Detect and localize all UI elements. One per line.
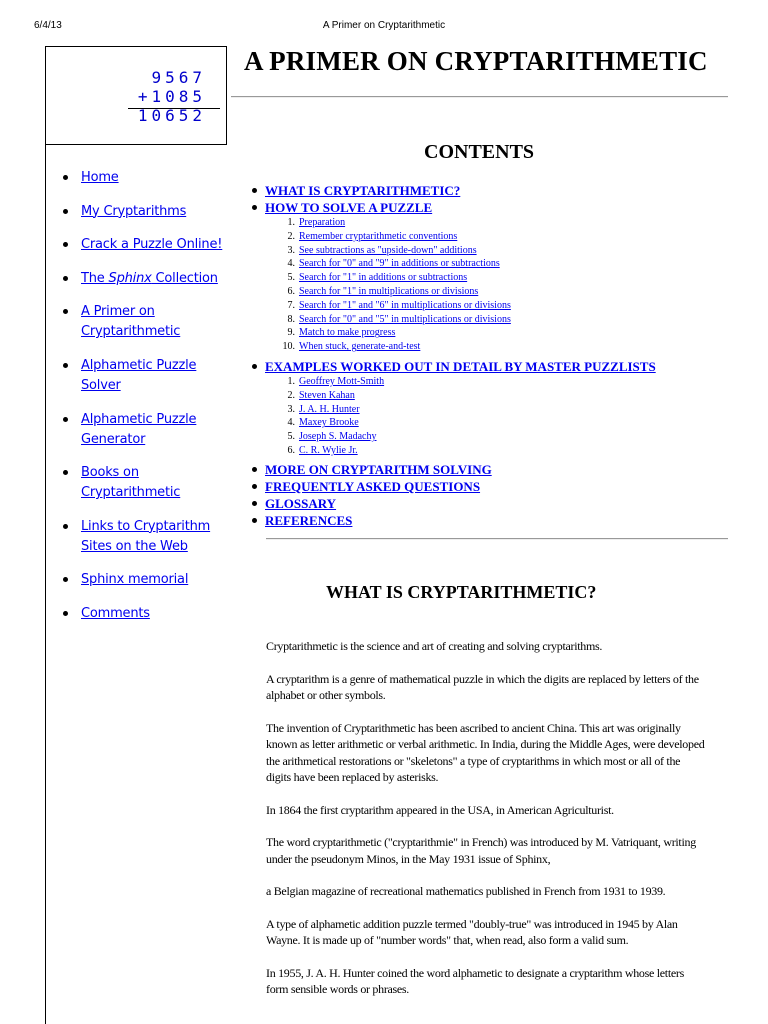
paragraph: A cryptarithm is a genre of mathematical puzzle in which the digits are replaced by letters of the alphabet or other symbols. [266,671,699,702]
toc-item [250,358,656,458]
puzzlist-link[interactable]: J. A. H. Hunter [299,403,360,415]
logo-line-2: +1085 [137,87,206,106]
paragraph: The invention of Cryptarithmetic has been ascribed to ancient China. This art was originally known as letter arithmetic or verbal arithmetic. In India, during the Middle Ages, were developed the arithmetical restorations or "skeletons" a type of cryptarithms in which most or all of the digits have been replaced by asterisks. [266,720,705,784]
sidebar-link-links[interactable]: Links to Cryptarithm Sites on the Web [81,518,211,554]
sidebar-item-my-cryptarithms [60,202,230,222]
table-of-contents [250,182,656,529]
sidebar-link-sphinx-collection[interactable] [81,271,218,286]
puzzlist-link[interactable]: Steven Kahan [299,389,355,401]
toc-item [250,478,656,495]
puzzlist-item: 6. C. R. Wylie Jr. [287,444,358,456]
sidebar-item-books [60,463,230,503]
solve-step: 4. Search for "0" and "9" in additions or subtractions [287,258,500,270]
logo-box [45,46,227,145]
puzzlist-item: 2. Steven Kahan [287,389,355,401]
sidebar-link-crack-puzzle[interactable]: Crack a Puzzle Online! [81,237,223,253]
solve-step: 1. Preparation [287,217,346,228]
logo-line-3: 10652 [137,106,206,125]
toc-item [250,461,656,478]
print-title: A Primer on Cryptarithmetic [322,20,446,31]
section-divider [266,538,728,540]
toc-item [250,495,656,512]
solve-step: 9. Match to make progress [287,327,396,339]
sidebar-link-primer[interactable]: A Primer on Cryptarithmetic [81,304,181,340]
sidebar-link-my-cryptarithms[interactable]: My Cryptarithms [81,203,187,219]
solve-step: 10. When stuck, generate-and-test [282,341,421,353]
solve-step-link[interactable]: When stuck, generate-and-test [299,341,421,353]
solve-step: 5. Search for "1" in additions or subtractions [287,272,468,284]
print-header [0,0,768,31]
toc-item [250,182,656,199]
solve-step-link[interactable]: Match to make progress [299,327,396,339]
puzzlist-item: 5. Joseph S. Madachy [287,431,377,443]
toc-item [250,199,656,354]
toc-link-examples[interactable]: EXAMPLES WORKED OUT IN DETAIL BY MASTER PUZZLISTS [265,358,656,374]
contents-heading: CONTENTS [424,141,535,163]
toc-link-references[interactable]: REFERENCES [265,512,353,528]
sidebar-nav [60,168,230,638]
sidebar-item-crack-puzzle [60,235,230,255]
puzzlist-item: 3. J. A. H. Hunter [287,403,360,415]
solve-step-link[interactable]: Search for "1" in multiplications or divisions [299,285,479,297]
solve-step-link[interactable]: Search for "1" in additions or subtractions [299,272,468,284]
solve-step-link[interactable]: Search for "1" and "6" in multiplications or divisions [299,299,511,311]
sidebar-border [45,145,46,1024]
solve-step: 8. Search for "0" and "5" in multiplications or divisions [287,313,511,325]
logo-line-1: 9567 [151,68,206,87]
solve-step-link[interactable]: Search for "0" and "5" in multiplications or divisions [299,313,511,325]
toc-link-more-solving[interactable]: MORE ON CRYPTARITHM SOLVING [265,461,492,477]
toc-link-how-to-solve[interactable]: HOW TO SOLVE A PUZZLE [265,200,433,215]
solve-step-link[interactable]: Remember cryptarithmetic conventions [299,230,458,242]
section-heading: WHAT IS CRYPTARITHMETIC? [326,582,597,602]
solve-step: 3. See subtractions as "upside-down" additions [287,244,477,256]
sidebar-link-solver[interactable]: Alphametic Puzzle Solver [81,357,197,393]
puzzlist-item: 1. Geoffrey Mott-Smith [287,375,385,387]
puzzlist-link[interactable]: Geoffrey Mott-Smith [299,375,385,387]
sidebar-link-sphinx-memorial[interactable]: Sphinx memorial [81,572,189,588]
puzzlist-link[interactable]: C. R. Wylie Jr. [299,444,358,456]
sidebar-item-home [60,168,230,188]
toc-link-what-is[interactable]: WHAT IS CRYPTARITHMETIC? [265,183,461,198]
sidebar-link-generator[interactable]: Alphametic Puzzle Generator [81,411,197,447]
toc-link-faq[interactable]: FREQUENTLY ASKED QUESTIONS [265,478,481,494]
sidebar-link-sphinx-post: Collection [151,270,218,286]
sidebar-link-books[interactable]: Books on Cryptarithmetic [81,465,181,501]
page-title: A PRIMER ON CRYPTARITHMETIC [244,46,708,76]
sidebar-item-sphinx-collection [60,269,230,289]
section-body [266,638,706,1014]
solve-step: 2. Remember cryptarithmetic conventions [287,230,458,242]
sidebar-link-sphinx-em: Sphinx [108,270,152,286]
sidebar-item-generator [60,410,230,450]
sidebar-item-primer [60,302,230,342]
puzzlist-link[interactable]: Maxey Brooke [299,417,359,429]
sidebar-item-sphinx-memorial [60,570,230,590]
toc-link-glossary[interactable]: GLOSSARY [265,495,337,511]
sidebar-link-home[interactable]: Home [81,170,119,185]
puzzlist-item: 4. Maxey Brooke [287,417,359,429]
sidebar-link-sphinx-pre: The [81,270,109,286]
paragraph: In 1955, J. A. H. Hunter coined the word alphametic to designate a cryptarithm whose letters form sensible words or phrases. [266,965,684,996]
solve-step: 6. Search for "1" in multiplications or divisions [287,285,479,297]
print-date: 6/4/13 [34,20,62,31]
solve-step-link[interactable]: Search for "0" and "9" in additions or subtractions [299,258,500,270]
puzzlists-list [265,375,656,458]
sidebar-item-links [60,517,230,557]
puzzlist-link[interactable]: Joseph S. Madachy [299,431,377,443]
solve-step-link[interactable]: See subtractions as "upside-down" additions [299,244,477,256]
paragraph: a Belgian magazine of recreational mathematics published in French from 1931 to 1939. [266,884,666,898]
title-divider [231,96,728,98]
paragraph: Cryptarithmetic is the science and art of creating and solving cryptarithms. [266,639,603,653]
sidebar-item-comments [60,604,230,624]
paragraph: In 1864 the first cryptarithm appeared in the USA, in American Agriculturist. [266,802,614,817]
sidebar-item-solver [60,356,230,396]
solve-steps-list [265,216,656,354]
sidebar-link-comments[interactable]: Comments [81,605,150,621]
toc-item [250,512,656,529]
paragraph: The word cryptarithmetic ("cryptarithmie" in French) was introduced by M. Vatriquant, writing under the pseudonym Minos, in the May 1931 issue of Sphinx, [266,835,696,866]
solve-step-link[interactable]: Preparation [299,217,346,228]
solve-step: 7. Search for "1" and "6" in multiplications or divisions [287,299,511,311]
paragraph: A type of alphametic addition puzzle termed "doubly-true" was introduced in 1945 by Alan Wayne. It is made up of "number words" that, when read, also form a valid sum. [266,916,678,947]
